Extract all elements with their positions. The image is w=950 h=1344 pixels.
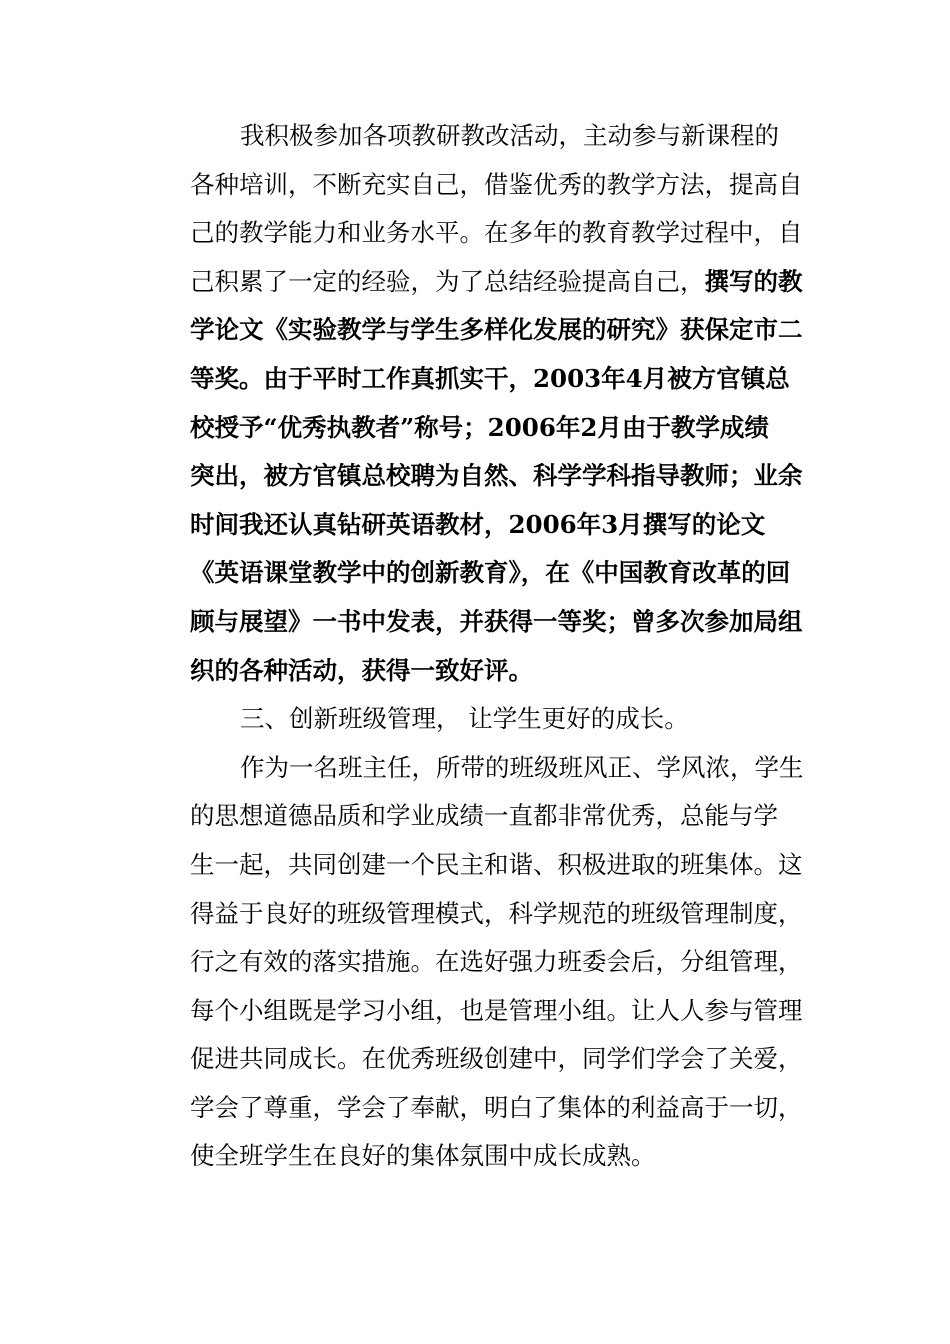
paragraph-line: 各种培训，不断充实自己，借鉴优秀的教学方法，提高自 [190, 169, 803, 199]
paragraph-line: 等奖。由于平时工作真抓实干，2003年4月被方官镇总 [190, 363, 790, 393]
paragraph-line: 的思想道德品质和学业成绩一直都非常优秀，总能与学 [190, 801, 778, 831]
paragraph-line: 校授予“优秀执教者”称号；2006年2月由于教学成绩 [190, 412, 769, 442]
line-regular-segment: 己积累了一定的经验，为了总结经验提高自己， [190, 266, 705, 296]
paragraph-line: 作为一名班主任，所带的班级班风正、学风浓，学生 [240, 752, 804, 782]
paragraph-teaching-research [190, 112, 810, 695]
paragraph-class-management [190, 744, 810, 1181]
section-heading: 三、创新班级管理， 让学生更好的成长。 [240, 704, 689, 734]
paragraph-line: 得益于良好的班级管理模式，科学规范的班级管理制度， [190, 898, 803, 928]
paragraph-line [190, 258, 810, 307]
paragraph-line: 突出，被方官镇总校聘为自然、科学学科指导教师；业余 [190, 461, 803, 491]
paragraph-line: 学论文《实验教学与学生多样化发展的研究》获保定市二 [190, 315, 803, 345]
paragraph-line: 使全班学生在良好的集体氛围中成长成熟。 [190, 1141, 656, 1171]
paragraph-line: 促进共同成长。在优秀班级创建中，同学们学会了关爱， [190, 1044, 803, 1074]
paragraph-line: 顾与展望》一书中发表，并获得一等奖；曾多次参加局组 [190, 606, 803, 636]
paragraph-line: 《英语课堂教学中的创新教育》，在《中国教育改革的回 [190, 558, 791, 588]
paragraph-line: 己的教学能力和业务水平。在多年的教育教学过程中，自 [190, 218, 803, 248]
line-bold-segment: 撰写的教 [704, 266, 803, 296]
paragraph-line: 我积极参加各项教研教改活动，主动参与新课程的 [240, 121, 779, 150]
paragraph-line: 织的各种活动，获得一致好评。 [190, 655, 533, 685]
paragraph-line: 行之有效的落实措施。在选好强力班委会后，分组管理， [190, 947, 803, 977]
paragraph-line: 时间我还认真钻研英语教材，2006年3月撰写的论文 [190, 509, 766, 539]
paragraph-line: 学会了尊重，学会了奉献，明白了集体的利益高于一切， [190, 1092, 803, 1122]
paragraph-line: 生一起，共同创建一个民主和谐、积极进取的班集体。这 [190, 849, 803, 879]
paragraph-line: 每个小组既是学习小组，也是管理小组。让人人参与管理 [190, 995, 803, 1025]
document-body [190, 112, 810, 1181]
